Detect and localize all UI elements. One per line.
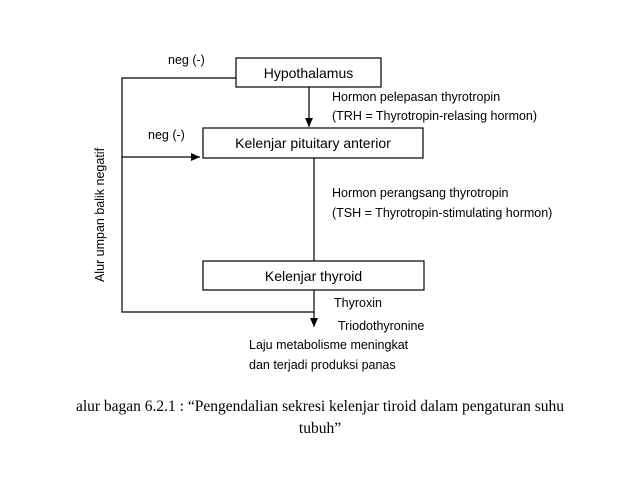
neg-label-top: neg (-)	[168, 53, 205, 67]
pituitary-label: Kelenjar pituitary anterior	[235, 135, 391, 151]
caption-line1: alur bagan 6.2.1 : “Pengendalian sekresi kelenjar tiroid dalam pengaturan suhu	[75, 398, 565, 415]
output-thyroxin: Thyroxin	[334, 296, 382, 310]
effect-label-line1: Laju metabolisme meningkat	[249, 338, 409, 352]
tsh-label-line1: Hormon perangsang thyrotropin	[332, 186, 509, 200]
thyroid-label: Kelenjar thyroid	[264, 268, 363, 284]
output-triodothyronine: Triodothyronine	[338, 319, 425, 333]
neg-label-mid: neg (-)	[148, 128, 185, 142]
feedback-path-label: Alur umpan balik negatif	[93, 147, 107, 283]
trh-label-line2: (TRH = Thyrotropin-relasing hormon)	[332, 109, 538, 123]
thyroid-node	[203, 261, 424, 290]
tsh-label-line2: (TSH = Thyrotropin-stimulating hormon)	[332, 206, 553, 220]
caption-line2: tubuh”	[298, 420, 342, 437]
trh-label-line1: Hormon pelepasan thyrotropin	[332, 90, 501, 104]
pituitary-node	[203, 128, 423, 158]
hypothalamus-node	[236, 58, 381, 87]
hypothalamus-label: Hypothalamus	[263, 65, 354, 81]
figure-caption	[40, 396, 600, 440]
effect-label-line2: dan terjadi produksi panas	[249, 358, 396, 372]
